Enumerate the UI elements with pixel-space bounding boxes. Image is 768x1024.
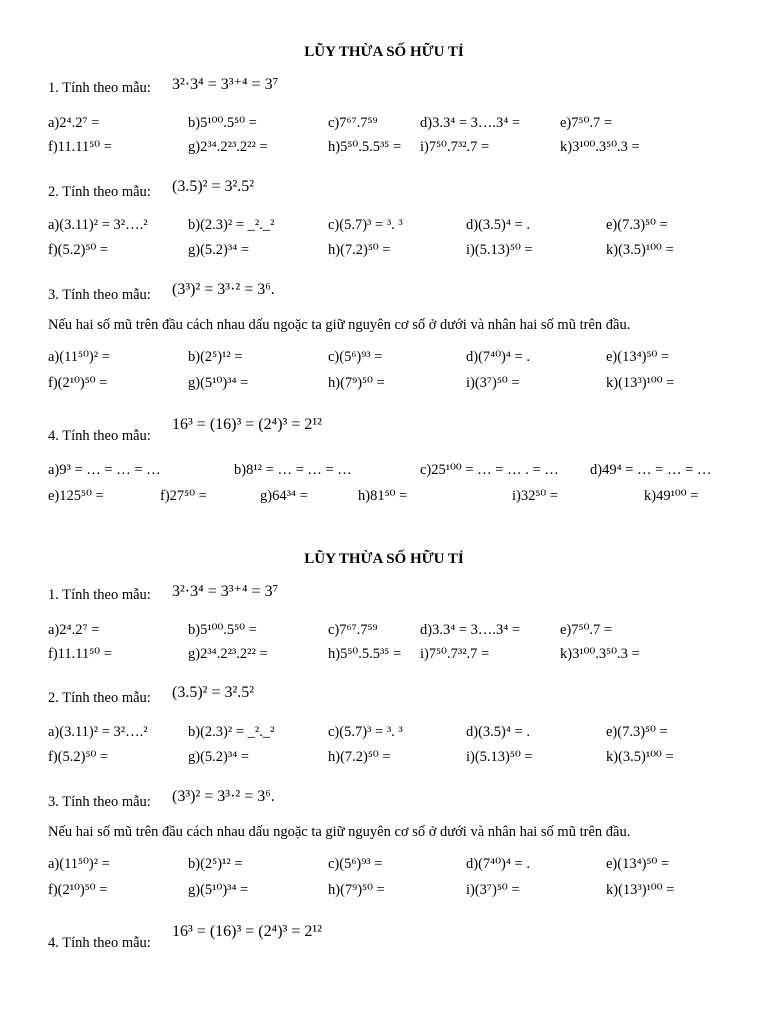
exercise-item: d)(7⁴⁰)⁴ = . <box>466 349 530 365</box>
exercise-item: k)(13³)¹⁰⁰ = <box>606 375 675 391</box>
exercise-item: d)(3.5)⁴ = . <box>466 724 530 740</box>
exercise-item: i)(3⁷)⁵⁰ = <box>466 882 520 898</box>
exercise-item: h)(7.2)⁵⁰ = <box>328 749 391 765</box>
q2-label: 2. Tính theo mẫu: <box>48 690 151 706</box>
exercise-item: f)27⁵⁰ = <box>160 488 207 504</box>
q1-label: 1. Tính theo mẫu: <box>48 587 151 603</box>
exercise-item: d)3.3⁴ = 3….3⁴ = <box>420 115 521 131</box>
exercise-item: i)7⁵⁰.7³².7 = <box>420 139 490 155</box>
exercise-item: k)(3.5)¹⁰⁰ = <box>606 749 674 765</box>
exercise-item: k)49¹⁰⁰ = <box>644 488 699 504</box>
q1-example: 3²·3⁴ = 3³⁺⁴ = 3⁷ <box>172 583 279 600</box>
exercise-item: d)(3.5)⁴ = . <box>466 217 530 233</box>
exercise-item: h)5⁵⁰.5.5³⁵ = <box>328 646 402 662</box>
exercise-item: e)(13⁴)⁵⁰ = <box>606 349 670 365</box>
exercise-item: d)3.3⁴ = 3….3⁴ = <box>420 622 521 638</box>
exercise-item: f)(2¹⁰)⁵⁰ = <box>48 882 108 898</box>
exercise-item: g)(5¹⁰)³⁴ = <box>188 375 249 391</box>
exercise-item: e)(7.3)⁵⁰ = <box>606 217 668 233</box>
exercise-item: a)2⁴.2⁷ = <box>48 622 100 638</box>
exercise-item: i)32⁵⁰ = <box>512 488 559 504</box>
exercise-item: f)11.11⁵⁰ = <box>48 646 112 662</box>
exercise-item: c)(5⁶)⁹³ = <box>328 349 383 365</box>
q4-label: 4. Tính theo mẫu: <box>48 428 151 444</box>
exercise-item: f)11.11⁵⁰ = <box>48 139 112 155</box>
exercise-item: g)64³⁴ = <box>260 488 308 504</box>
q3-example: (3³)² = 3³·² = 3⁶. <box>172 281 275 298</box>
q2-example: (3.5)² = 3².5² <box>172 684 255 701</box>
exercise-item: e)(13⁴)⁵⁰ = <box>606 856 670 872</box>
q4-example: 16³ = (16)³ = (2⁴)³ = 2¹² <box>172 923 322 940</box>
exercise-item: g)2³⁴.2²³.2²² = <box>188 646 268 662</box>
exercise-item: a)9³ = … = … = … <box>48 462 161 478</box>
q1-label: 1. Tính theo mẫu: <box>48 80 151 96</box>
exercise-item: h)5⁵⁰.5.5³⁵ = <box>328 139 402 155</box>
q1-example: 3²·3⁴ = 3³⁺⁴ = 3⁷ <box>172 76 279 93</box>
exercise-item: h)(7⁹)⁵⁰ = <box>328 375 385 391</box>
exercise-item: e)125⁵⁰ = <box>48 488 104 504</box>
exercise-item: d)(7⁴⁰)⁴ = . <box>466 856 530 872</box>
q3-example: (3³)² = 3³·² = 3⁶. <box>172 788 275 805</box>
exercise-item: i)7⁵⁰.7³².7 = <box>420 646 490 662</box>
q4-label: 4. Tính theo mẫu: <box>48 935 151 951</box>
exercise-item: k)(3.5)¹⁰⁰ = <box>606 242 674 258</box>
exercise-item: e)7⁵⁰.7 = <box>560 622 613 638</box>
exercise-item: c)7⁶⁷.7⁵⁹ <box>328 115 378 131</box>
exercise-item: f)(2¹⁰)⁵⁰ = <box>48 375 108 391</box>
exercise-item: b)(2⁵)¹² = <box>188 349 243 365</box>
exercise-item: k)(13³)¹⁰⁰ = <box>606 882 675 898</box>
q3-rule-note: Nếu hai số mũ trên đầu cách nhau dấu ngoặc ta giữ nguyên cơ số ở dưới và nhân hai số mũ trên đầu. <box>48 317 631 333</box>
exercise-item: g)(5¹⁰)³⁴ = <box>188 882 249 898</box>
exercise-item: b)(2⁵)¹² = <box>188 856 243 872</box>
exercise-item: b)5¹⁰⁰.5⁵⁰ = <box>188 115 257 131</box>
exercise-item: f)(5.2)⁵⁰ = <box>48 749 109 765</box>
q4-example: 16³ = (16)³ = (2⁴)³ = 2¹² <box>172 416 322 433</box>
exercise-item: g)(5.2)³⁴ = <box>188 749 250 765</box>
q3-rule-note: Nếu hai số mũ trên đầu cách nhau dấu ngoặc ta giữ nguyên cơ số ở dưới và nhân hai số mũ trên đầu. <box>48 824 631 840</box>
q3-label: 3. Tính theo mẫu: <box>48 794 151 810</box>
exercise-item: b)8¹² = … = … = … <box>234 462 352 478</box>
exercise-item: b)(2.3)² = _²._² <box>188 724 275 740</box>
exercise-item: c)(5.7)³ = ³. ³ <box>328 724 403 740</box>
exercise-item: a)(11⁵⁰)² = <box>48 856 110 872</box>
exercise-item: h)81⁵⁰ = <box>358 488 408 504</box>
exercise-item: h)(7⁹)⁵⁰ = <box>328 882 385 898</box>
exercise-item: c)7⁶⁷.7⁵⁹ <box>328 622 378 638</box>
exercise-item: g)2³⁴.2²³.2²² = <box>188 139 268 155</box>
exercise-item: k)3¹⁰⁰.3⁵⁰.3 = <box>560 646 640 662</box>
exercise-item: c)(5.7)³ = ³. ³ <box>328 217 403 233</box>
exercise-item: b)(2.3)² = _²._² <box>188 217 275 233</box>
q3-label: 3. Tính theo mẫu: <box>48 287 151 303</box>
q2-label: 2. Tính theo mẫu: <box>48 184 151 200</box>
exercise-item: b)5¹⁰⁰.5⁵⁰ = <box>188 622 257 638</box>
exercise-item: h)(7.2)⁵⁰ = <box>328 242 391 258</box>
exercise-item: g)(5.2)³⁴ = <box>188 242 250 258</box>
exercise-item: e)(7.3)⁵⁰ = <box>606 724 668 740</box>
exercise-item: f)(5.2)⁵⁰ = <box>48 242 109 258</box>
exercise-item: d)49⁴ = … = … = … <box>590 462 712 478</box>
worksheet-title: LŨY THỪA SỐ HỮU TỈ <box>304 44 464 60</box>
exercise-item: a)(3.11)² = 3²….² <box>48 217 148 233</box>
exercise-item: a)2⁴.2⁷ = <box>48 115 100 131</box>
exercise-item: a)(3.11)² = 3²….² <box>48 724 148 740</box>
exercise-item: c)25¹⁰⁰ = … = … . = … <box>420 462 559 478</box>
exercise-item: a)(11⁵⁰)² = <box>48 349 110 365</box>
exercise-item: k)3¹⁰⁰.3⁵⁰.3 = <box>560 139 640 155</box>
exercise-item: i)(3⁷)⁵⁰ = <box>466 375 520 391</box>
exercise-item: i)(5.13)⁵⁰ = <box>466 749 533 765</box>
exercise-item: e)7⁵⁰.7 = <box>560 115 613 131</box>
exercise-item: c)(5⁶)⁹³ = <box>328 856 383 872</box>
exercise-item: i)(5.13)⁵⁰ = <box>466 242 533 258</box>
worksheet-title: LŨY THỪA SỐ HỮU TỈ <box>304 551 464 567</box>
q2-example: (3.5)² = 3².5² <box>172 178 255 195</box>
